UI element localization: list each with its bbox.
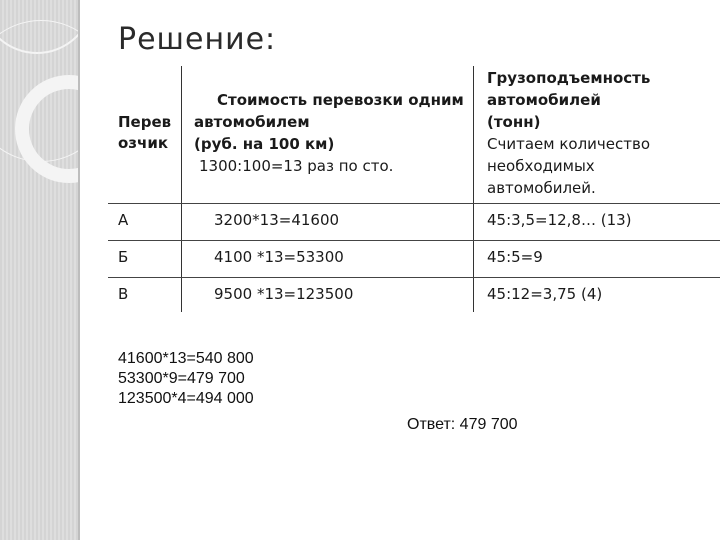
capacity-cell: 45:3,5=12,8… (13)	[487, 211, 632, 229]
cost-cell: 3200*13=41600	[214, 211, 340, 229]
sidebar-divider	[78, 0, 80, 540]
decorative-sidebar	[0, 0, 80, 540]
header-line: Перев	[118, 113, 172, 131]
calculation-line: 123500*4=494 000	[118, 390, 254, 407]
header-line: необходимых	[487, 157, 595, 175]
carrier-cell: В	[118, 285, 129, 303]
cost-cell: 4100 *13=53300	[214, 248, 344, 266]
header-line: автомобилем	[194, 113, 310, 131]
carrier-cell: Б	[118, 248, 129, 266]
header-line: автомобилей.	[487, 179, 596, 197]
capacity-cell: 45:5=9	[487, 248, 543, 266]
capacity-cell: 45:12=3,75 (4)	[487, 285, 603, 303]
header-line: 1300:100=13 раз по сто.	[199, 157, 394, 175]
row-divider	[108, 240, 720, 241]
slide-title: Решение:	[118, 22, 277, 57]
header-line: озчик	[118, 134, 169, 152]
header-line: (руб. на 100 км)	[194, 135, 335, 153]
header-line: Считаем количество	[487, 135, 650, 153]
row-divider	[108, 203, 720, 204]
row-divider	[108, 277, 720, 278]
answer-text: Ответ: 479 700	[407, 416, 518, 433]
column-divider	[473, 66, 474, 312]
header-line: Грузоподъемность	[487, 69, 651, 87]
header-line: Стоимость перевозки одним	[217, 91, 464, 109]
carrier-cell: А	[118, 211, 129, 229]
calculation-line: 41600*13=540 800	[118, 350, 254, 367]
calculation-line: 53300*9=479 700	[118, 370, 245, 387]
cost-cell: 9500 *13=123500	[214, 285, 354, 303]
header-line: автомобилей	[487, 91, 601, 109]
column-divider	[181, 66, 182, 312]
header-line: (тонн)	[487, 113, 541, 131]
